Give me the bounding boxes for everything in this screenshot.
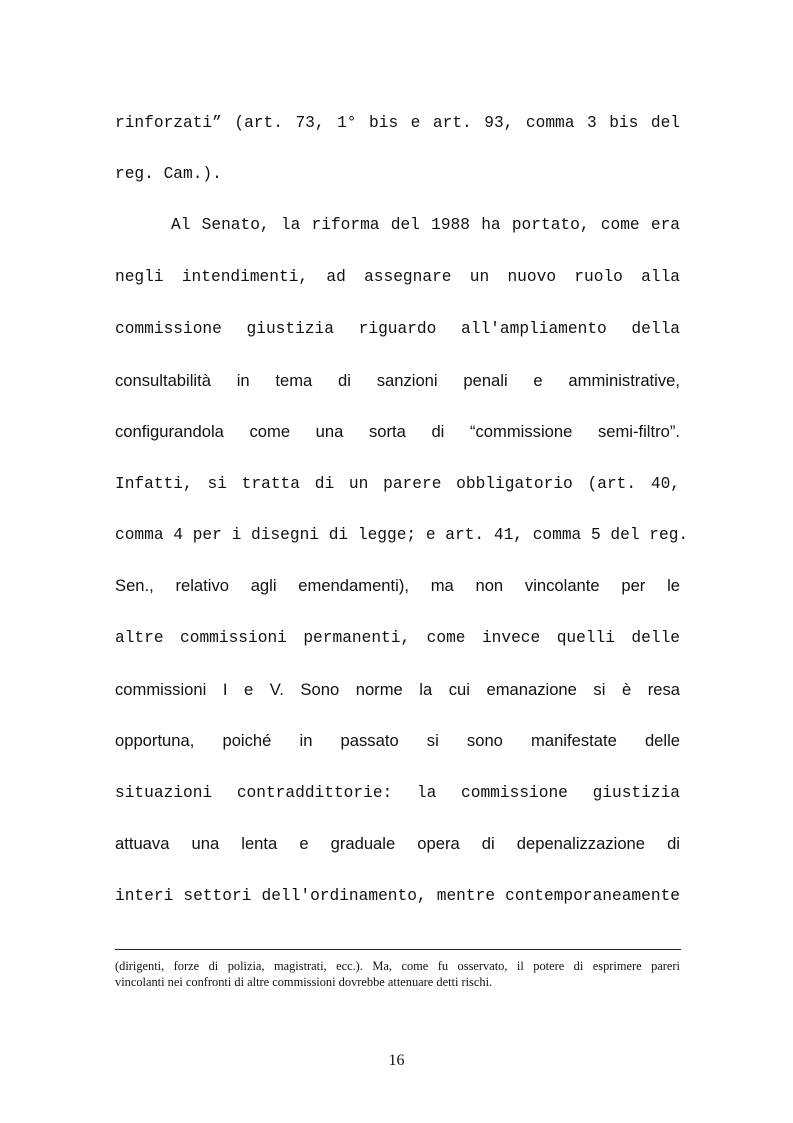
body-line: opportuna, poiché in passato si sono manifestate delle	[115, 731, 680, 750]
footnote-separator	[115, 949, 681, 950]
body-line: situazioni contraddittorie: la commissione giustizia	[115, 784, 680, 802]
body-line: commissioni I e V. Sono norme la cui emanazione si è resa	[115, 680, 680, 699]
body-line: Sen., relativo agli emendamenti), ma non vincolante per le	[115, 576, 680, 595]
body-line: attuava una lenta e graduale opera di depenalizzazione di	[115, 834, 680, 853]
body-line: altre commissioni permanenti, come invece quelli delle	[115, 629, 680, 647]
page-number: 16	[388, 1052, 405, 1069]
body-line: configurandola come una sorta di “commissione semi-filtro”.	[115, 422, 680, 441]
footnote-line: vincolanti nei confronti di altre commissioni dovrebbe attenuare detti rischi.	[115, 975, 493, 989]
body-line: consultabilità in tema di sanzioni penali e amministrative,	[115, 371, 680, 390]
body-line: commissione giustizia riguardo all'ampliamento della	[115, 320, 680, 338]
body-line: comma 4 per i disegni di legge; e art. 41, comma 5 del reg.	[115, 526, 689, 544]
body-line: rinforzati” (art. 73, 1° bis e art. 93, comma 3 bis del	[115, 114, 680, 132]
body-line: Infatti, si tratta di un parere obbligatorio (art. 40,	[115, 475, 680, 493]
body-line: negli intendimenti, ad assegnare un nuovo ruolo alla	[115, 268, 680, 286]
body-line: Al Senato, la riforma del 1988 ha portato, come era	[171, 216, 680, 234]
body-line: reg. Cam.).	[115, 165, 222, 183]
body-line: interi settori dell'ordinamento, mentre contemporaneamente	[115, 887, 680, 905]
footnote-line: (dirigenti, forze di polizia, magistrati, ecc.). Ma, come fu osservato, il potere di esprimere pareri	[115, 959, 680, 973]
